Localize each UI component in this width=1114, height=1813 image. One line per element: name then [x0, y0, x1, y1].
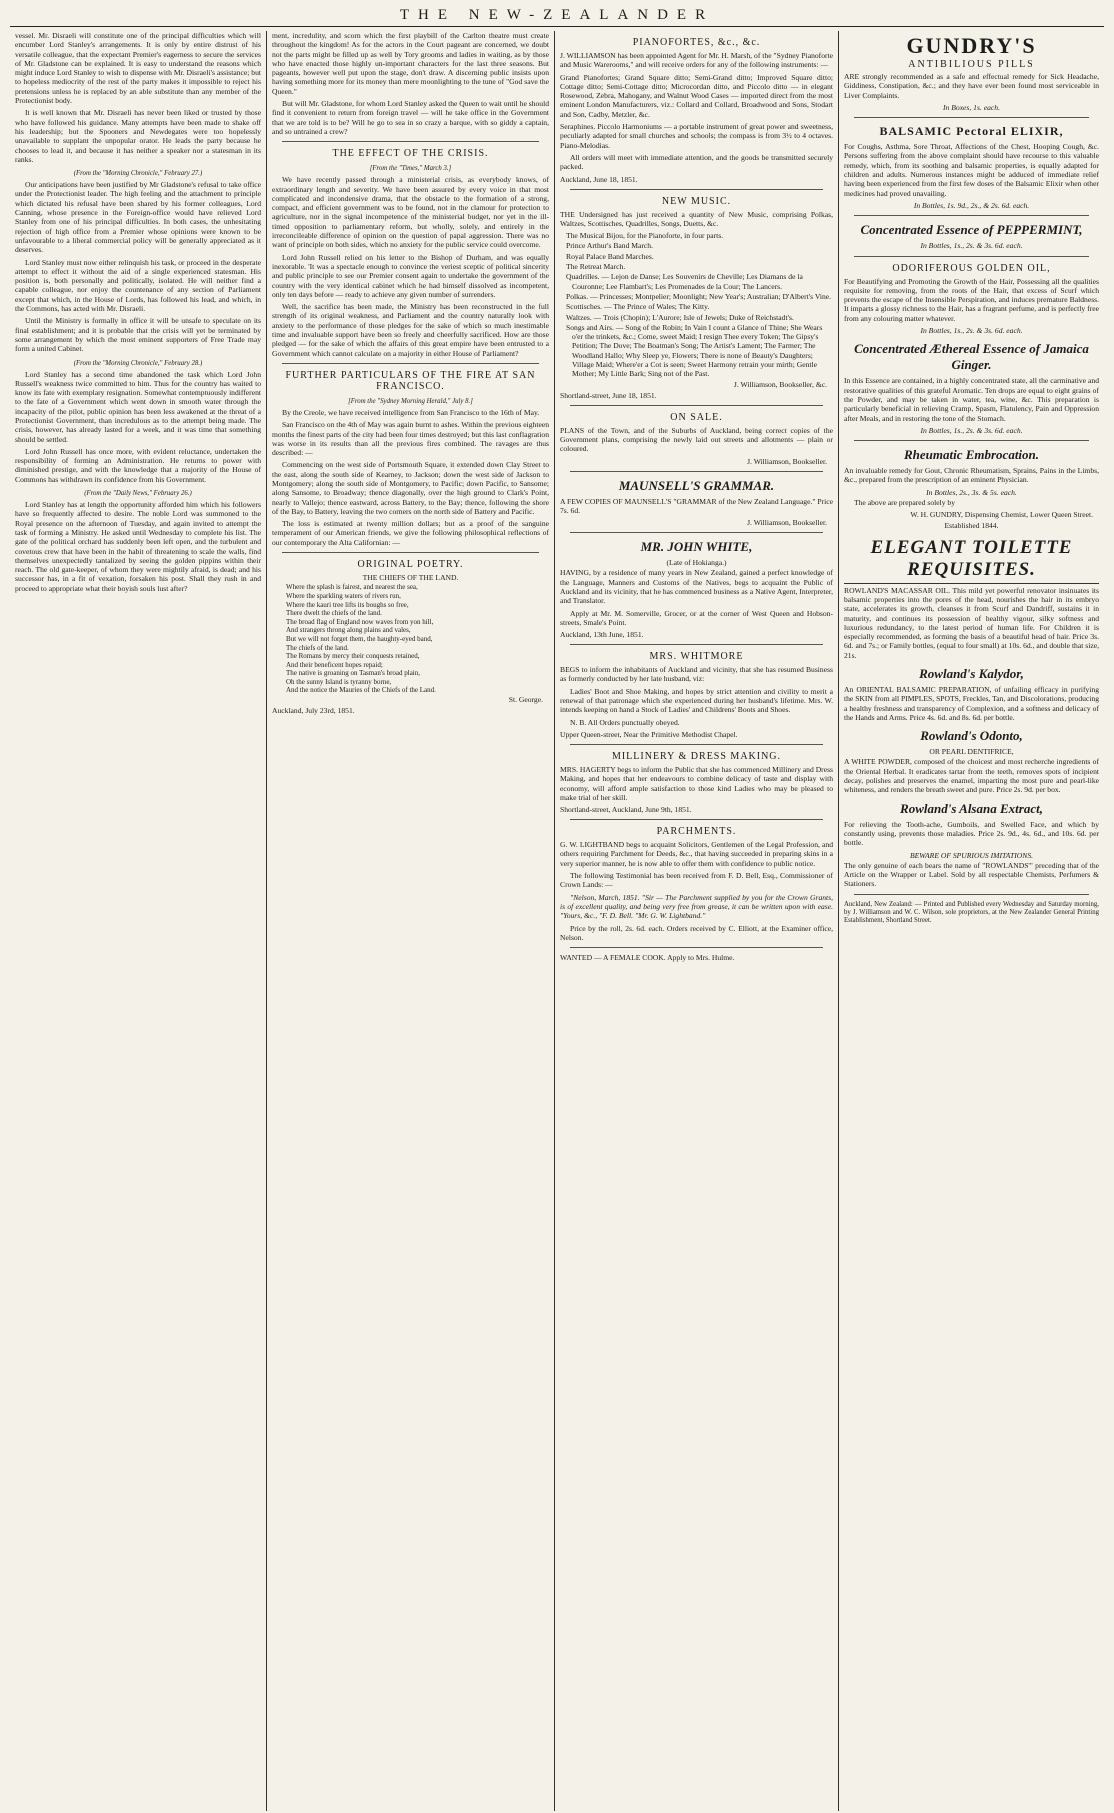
price: In Bottles, 1s., 2s. & 3s. 6d. each.	[920, 326, 1023, 336]
list-item: Royal Palace Band Marches.	[566, 251, 654, 261]
ad-paragraph: THE Undersigned has just received a quantity of New Music, comprising Polkas, Waltzes, Scottisches, Quadrilles, Songs, Duetts, &c.	[560, 209, 833, 228]
divider	[854, 215, 1089, 216]
ad-heading-toilette: ELEGANT TOILETTE REQUISITES.	[844, 537, 1099, 584]
ad-heading-ginger: Concentrated Æthereal Essence of Jamaica Ginger.	[854, 341, 1089, 373]
price: In Bottles, 1s., 2s. & 3s. 6d. each.	[920, 241, 1023, 251]
poem-line: Where the kauri tree lifts its boughs so free,	[286, 600, 409, 609]
poem-line: Where the splash is fairest, and nearest the sea,	[286, 583, 418, 592]
ad-paragraph: BEGS to inform the inhabitants of Auckland and vicinity, that she has resumed Business as formerly conducted by her late husband, viz:	[560, 665, 833, 684]
ad-heading-kalydor: Rowland's Kalydor,	[919, 665, 1024, 681]
list-item: Polkas. — Princesses; Montpelier; Moonlight; New Year's; Australian; D'Albert's Vine.	[566, 291, 832, 301]
columns	[10, 31, 1104, 1811]
poem-line: And the notice the Mauries of the Chiefs of the Land.	[286, 686, 436, 695]
ad-signature: J. Williamson, Bookseller, &c.	[733, 379, 827, 389]
ad-subheading: (Late of Hokianga.)	[666, 558, 727, 568]
established: Established 1844.	[944, 521, 999, 531]
ad-date: Shortland-street, June 18, 1851.	[560, 390, 657, 400]
ad-paragraph: Price by the roll, 2s. 6d. each. Orders received by C. Elliott, at the Examiner office, Nelson.	[560, 923, 833, 942]
article-paragraph: It is well known that Mr. Disraeli has never been liked or trusted by those who have followed his guidance. Many attempts have been made to shake off his leadership; but the Spooners and Newdegates were too hopelessly unavailable to supplant the unpopular orator. He leads the party because he chooses to lead it, and because it has neither a speaker nor a statesman in its ranks.	[15, 108, 261, 164]
divider	[854, 117, 1089, 118]
poem-line: Where the sparkling waters of rivers run,	[286, 591, 401, 600]
article-heading: THE EFFECT OF THE CRISIS.	[332, 148, 489, 160]
ad-heading-golden-oil: ODORIFEROUS GOLDEN OIL,	[892, 262, 1051, 274]
ad-paragraph: MRS. HAGERTY begs to inform the Public that she has commenced Millinery and Dress Making, and hopes that her endeavours to combine delicacy of taste and display with economy, will afford ample satisfaction to those kind Ladies who may be pleased to make trial of her skill.	[560, 764, 833, 802]
ad-paragraph: The only genuine of each bears the name of "ROWLANDS'" preceding that of the Article on the Wrapper or Label. Sold by all respectable Chemists, Perfumers & Stationers.	[844, 860, 1099, 889]
article-paragraph: But will Mr. Gladstone, for whom Lord Stanley asked the Queen to wait until he should find it convenient to return from foreign travel — will he take office in the Government that we are told is to be? Will he go to sea in so crazy a barque, with so giddy a captain, and so untrained a crew?	[272, 99, 549, 136]
article-paragraph: vessel. Mr. Disraeli will constitute one of the principal difficulties which will encumber Lord Stanley's arrangements. It is only by entire distrust of his versatile colleague, that the expectant Premier's eagerness to secure the services of Mr. Gladstone can be explained. It is easy to understand the reasons which might induce Lord Stanley to wish to dispense with Mr. Disraeli's assistance; but to hopeless mediocrity of the rest of the party makes it impossible to reject his pretensions unless he is replaced by an able substitute than any member of the Protectionist body.	[15, 31, 261, 106]
source-note: (From the "Morning Chronicle," February 28.)	[73, 359, 203, 367]
masthead-rule	[10, 26, 1104, 27]
article-paragraph: Lord Stanley has a second time abandoned the task which Lord John Russell's weakness twice committed to him. Thus for the country has waited to know its fate with exemplary resignation. Somewhat contemptuously indifferent to the fate of a Government which went down in smooth water through the incapacity of the pilot, public opinion has been less awakened at the threat of a Protectionist Government, than incredulous as to the attempt being made. The crisis, however, has already lasted for a week, and it was time that something should be settled.	[15, 369, 261, 444]
article-paragraph: Lord Stanley has at length the opportunity afforded him which his followers have so frequently affected to desire. The noble Lord was summoned to the Royal presence on the afternoon of Tuesday, and again invited to attempt the task of forming a Ministry. He asked until Wednesday to complete his list. The gate of the political orchard has suddenly been left open, and the turbulent and covetous crew that have been in the habit of threatening to scale the walls, find themselves unexpectedly tantalized by seeing the golden pippins within their reach. The old gate-keeper, of whom they were mightily afraid, is dead; and his successor has, in a fit of vexation, forsaken his post. Shall they rush in and proceed to appropriate what their boyish souls lust after?	[15, 500, 261, 593]
list-item: The Retreat March.	[566, 262, 626, 272]
article-paragraph: San Francisco on the 4th of May was again burnt to ashes. Within the previous eighteen months the finest parts of the city had been four times destroyed; but this last conflagration was worse in its results than all the previous fires combined. The ravages are thus described: —	[272, 420, 549, 458]
ad-signature: W. H. GUNDRY, Dispensing Chemist, Lower Queen Street.	[910, 510, 1093, 520]
ad-heading-new-music: NEW MUSIC.	[661, 195, 732, 207]
ad-paragraph: For Coughs, Asthma, Sore Throat, Affections of the Chest, Hooping Cough, &c. Persons suffering from the above complaint should have recourse to this valuable remedy, which, from its soothing and balsamic properties, is equally adapted for children and adults. Numerous instances might be adduced of immediate relief having been experienced from the first few doses of the Balsamic Elixir when other medicines had proved unavailing.	[844, 142, 1099, 198]
ad-heading-odonto: Rowland's Odonto,	[920, 728, 1023, 744]
divider	[570, 644, 823, 645]
ad-heading-millinery: MILLINERY & DRESS MAKING.	[611, 750, 782, 762]
divider	[282, 141, 539, 142]
ad-paragraph: ROWLAND'S MACASSAR OIL. This mild yet powerful renovator insinuates its balsamic properties into the pores of the head, nourishes the hair in its embryo state, accelerates its growth, cleanses it from Scurf and Dandriff, sustains it in maturity, and continues its possession of healthy vigour, silky softness and luxurious redundancy, to the latest period of human life. For Children it is especially recommended, as forming the basis of a beautiful head of hair. Price 3s. 6d. and 7s.; or Family bottles, (equal to four small) at 10s. 6d., and double that size, 21s.	[844, 585, 1099, 660]
divider	[854, 256, 1089, 257]
ad-signature: J. Williamson, Bookseller.	[747, 456, 827, 466]
source-note: [From the "Sydney Morning Herald," July 8.]	[348, 397, 473, 405]
poem-body	[272, 583, 549, 695]
divider	[570, 532, 823, 533]
ad-heading-parchments: PARCHMENTS.	[656, 826, 737, 838]
article-heading: FURTHER PARTICULARS OF THE FIRE AT SAN FRANCISCO.	[285, 369, 536, 392]
ad-heading-grammar: MAUNSELL'S GRAMMAR.	[618, 477, 775, 493]
article-paragraph: Our anticipations have been justified by Mr Gladstone's refusal to take office under the Protectionist leader. The high feeling and the attachment to principle which dictated his refusal have been shared by his former colleagues, Lord Canning, whose presence in the Foreign-office would have relieved Lord Stanley from one of his principal difficulties. In both cases, the unhesitating rejection of high office from a Premier whose opinions were known to be unfavourable to a liberal commercial policy will be generally appreciated as it deserves.	[15, 180, 261, 255]
article-paragraph: Commencing on the west side of Portsmouth Square, it extended down Clay Street to the east, along the south side of Kearney, to Jackson; down the west side of Jackson to Montgomery; along the south side of Montgomery, to Pacific; down Pacific, to Sansome; along Sansome, to Broadway; thence diagonally, over the high ground to Clark's Point, nearly to Vallejo; thence eastward, across Battery, to the Bay; thence, following the shore of the Bay, to Battery, leaving the two corners on the north side of Battery and Pacific.	[272, 460, 549, 516]
ad-heading-alsana: Rowland's Alsana Extract,	[900, 800, 1043, 816]
ad-date: Upper Queen-street, Near the Primitive Methodist Chapel.	[560, 729, 738, 739]
ad-paragraph: G. W. LIGHTBAND begs to acquaint Solicitors, Gentlemen of the Legal Profession, and others requiring Parchment for Deeds, &c., that having succeeded in preparing skins in a very superior manner, he is now able to offer them with confidence to public notice.	[560, 840, 833, 868]
column-3	[554, 31, 838, 1811]
ad-paragraph: Grand Pianofortes; Grand Square ditto; Semi-Grand ditto; Improved Square ditto; Cottage ditto; Semi-Cottage ditto; Microcordan ditto, and Piccolo ditto — in elegant Rosewood, Zebra, Mahogany, and Walnut Wood Cases — imported direct from the most eminent London Manufacturers, viz.: Collard and Collard, Broadwood and Sons, Stodart and Son, Cadby, Metzler, &c.	[560, 72, 833, 119]
ad-paragraph: An ORIENTAL BALSAMIC PREPARATION, of unfailing efficacy in purifying the SKIN from all PIMPLES, SPOTS, Freckles, Tan, and Discolorations, producing a healthy freshness and transparency of Complexion, and a softness and delicacy of the Hands and Arms. Price 4s. 6d. and 8s. 6d. per bottle.	[844, 684, 1099, 722]
poem-line: And strangers throng along plains and vales,	[286, 626, 411, 635]
imprint-footer: Auckland, New Zealand: — Printed and Published every Wednesday and Saturday morning, by J. Williamson and W. C. Wilson, sole proprietors, at the New Zealander General Printing Establishment, Shortland Street.	[844, 900, 1099, 924]
ad-paragraph: For relieving the Tooth-ache, Gumboils, and Swelled Face, and which by constantly using, prevents those maladies. Price 2s. 9d., 4s. 6d., and 10s. 6d. per bottle.	[844, 819, 1099, 848]
price: In Bottles, 2s., 3s. & 5s. each.	[926, 487, 1017, 497]
article-paragraph: Lord John Russell relied on his letter to the Bishop of Durham, and was equally inexorable. 'It was a spectacle enough to convince the veriest sceptic of political sincerity and public principle to see our Premier consent again to undertake the government of the country with the very identical cabinet which he had himself dissolved as incompetent, only ten days before — ready to achieve any given number of surrenders.	[272, 252, 549, 299]
poem-date: Auckland, July 23rd, 1851.	[272, 706, 355, 716]
ad-heading-whitmore: MRS. WHITMORE	[649, 651, 744, 663]
ad-paragraph: A FEW COPIES OF MAUNSELL'S "GRAMMAR of the New Zealand Language." Price 7s. 6d.	[560, 496, 833, 515]
list-item: Scottisches. — The Prince of Wales; The Kitty.	[566, 302, 710, 312]
poem-line: And their beneficent hopes repaid;	[286, 660, 383, 669]
article-paragraph: By the Creole, we have received intelligence from San Francisco to the 16th of May.	[282, 407, 540, 417]
ad-signature: J. Williamson, Bookseller.	[747, 518, 827, 528]
divider	[570, 471, 823, 472]
column-4	[838, 31, 1104, 1811]
column-2	[266, 31, 554, 1811]
ad-paragraph: J. WILLIAMSON has been appointed Agent for Mr. H. Marsh, of the "Sydney Pianoforte and Music Warerooms," and will receive orders for any of the following instruments: —	[560, 51, 833, 70]
source-note: [From the "Times," March 3.]	[369, 165, 452, 173]
divider	[570, 947, 823, 948]
article-paragraph: The loss is estimated at twenty million dollars; but as a proof of the sanguine temperament of our American friends, we give the following philosophical reflections of our contemporary the Alta Californian: —	[272, 519, 549, 547]
ad-paragraph: In this Essence are contained, in a highly concentrated state, all the carminative and restorative qualities of this grateful Aromatic. Ten drops are equal to eight grains of the Powder, and may be taken in water, tea, wine, &c. This preparation is particularly beneficial in relieving Cramp, Spasm, Flatulency, Pain and Oppression after Meals, and in restoring the tone of the Stomach.	[844, 376, 1099, 423]
ad-heading-elixir: BALSAMIC Pectoral ELIXIR,	[879, 124, 1064, 139]
article-paragraph: Lord Stanley must now either relinquish his task, or proceed in the desperate attempt to effect it without the aid of a single experienced statesman. His position is, both personally and politically, isolated. He will neither find a capable colleague, nor enjoy the countenance of any section of Parliament except that which, in the House of Lords, has followed his lead, and which, in the Commons, has acted with Mr. Disraeli.	[15, 257, 261, 314]
ad-date: Shortland-street, Auckland, June 9th, 1851.	[560, 805, 692, 815]
divider	[570, 405, 823, 406]
list-item: Quadrilles. — Lejon de Danse; Les Souvenirs de Cheville; Les Diamans de la Couronne; Lee Flambart's; Les Promenades de la Cour; The Lancers.	[566, 272, 803, 291]
source-note: (From the "Daily News," February 26.)	[84, 490, 192, 498]
divider	[570, 819, 823, 820]
price: In Boxes, 1s. each.	[943, 102, 1000, 112]
ad-paragraph: The above are prepared solely by	[854, 498, 955, 508]
ad-paragraph: HAVING, by a residence of many years in New Zealand, gained a perfect knowledge of the Language, Manners and Customs of the Natives, begs to acquaint the Public of Auckland and its vicinity, that he has commenced business as a Native Agent, Interpreter, and Translator.	[560, 568, 833, 606]
ad-date: Auckland, June 18, 1851.	[560, 174, 638, 184]
article-paragraph: Lord John Russell has once more, with evident reluctance, undertaken the responsibility of forming an Administration. He returns to power with diminished prestige, and with the knowledge that a majority of the House of Commons has withdrawn its confidence from his Government.	[15, 446, 261, 484]
article-paragraph: Well, the sacrifice has been made, the Ministry has been reconstructed in the full strength of its original weakness, and Parliament and the country naturally look with anxiety to the performance of those pledges for the sake of which so much inestimable time and invaluable support have been so freely and cheerfully sacrificed. How are those pledged — for the sake of which the affairs of this great empire have been entrusted to a Government which cannot calculate on a majority in either House of Parliament?	[272, 302, 549, 358]
ad-wanted-cook: WANTED — A FEMALE COOK. Apply to Mrs. Hulme.	[560, 953, 735, 963]
divider	[282, 552, 539, 553]
ad-paragraph: Ladies' Boot and Shoe Making, and hopes by strict attention and civility to merit a renewal of that patronage which she experienced during her husband's lifetime. Mrs. W. intends keeping on hand a Stock of Ladies' and Childrens' Boots and Shoes.	[560, 686, 833, 715]
poem-line: The native is groaning on Tasman's broad plain,	[286, 669, 421, 678]
poem-line: There dwelt the chiefs of the land.	[286, 609, 382, 618]
divider	[570, 189, 823, 190]
divider	[282, 363, 539, 364]
divider	[854, 440, 1089, 441]
list-item: Songs and Airs. — Song of the Robin; In Vain I count a Glance of Thine; She Wears o'er the trinkets, &c.; Come, sweet Maid; I resign Thee every Token; The Gipsy's Petition; The Dove; The Boatman's Song; The Artist's Lament; The Farmer; The Woodland Hallo; Why Sleep ye, Flowers; There is none of Beauty's Daughters; Village Maid; Where'er a Cot is seen; Sweet Harmony retrain your mirth; Gentle Mother; My Little Bark; Sing not of the Past.	[566, 322, 823, 379]
poem-signature: St. George.	[508, 695, 543, 705]
ad-heading-peppermint: Concentrated Essence of PEPPERMINT,	[860, 222, 1083, 238]
poem-line: Oh the sunny Island is tyranny borne,	[286, 677, 392, 686]
warning-heading: BEWARE OF SPURIOUS IMITATIONS.	[909, 850, 1034, 860]
masthead: THE NEW-ZEALANDER	[399, 7, 715, 23]
price: In Bottles, 1s., 2s. & 3s. 6d. each.	[920, 425, 1023, 435]
ad-paragraph: The following Testimonial has been received from F. D. Bell, Esq., Commissioner of Crown Lands: —	[560, 871, 833, 890]
ad-paragraph: For Beautifying and Promoting the Growth of the Hair, Possessing all the qualities requisite for removing, from the roots of the Hair, that excess of Scurf which prevents the escape of the Insensible Perspiration, and induces premature Baldness. It imparts a glossy richness to the Hair, has a fragrant perfume, and is perfectly free from any colouring matter whatever.	[844, 276, 1099, 323]
ad-heading-on-sale: ON SALE.	[670, 411, 723, 423]
ad-heading-embrocation: Rheumatic Embrocation.	[903, 447, 1040, 463]
poem-line: The broad flag of England now waves from yon hill,	[286, 617, 434, 626]
poem-title: THE CHIEFS OF THE LAND.	[362, 573, 459, 583]
list-item: Waltzes. — Trois (Chopin); L'Aurore; Isle of Jewels; Duke of Reichstadt's.	[566, 312, 794, 322]
ad-heading-gundrys: GUNDRY'S	[906, 33, 1037, 58]
ad-heading-pianofortes: PIANOFORTES, &c., &c.	[632, 37, 761, 48]
ad-heading-john-white: MR. JOHN WHITE,	[640, 539, 753, 555]
poetry-heading: ORIGINAL POETRY.	[357, 559, 464, 571]
ad-paragraph: ARE strongly recommended as a safe and effectual remedy for Sick Headache, Giddiness, Constipation, &c.; and they have ever been found most serviceable in Liver Complaints.	[844, 72, 1099, 100]
ad-paragraph: All orders will meet with immediate attention, and the goods be transmitted securely packed.	[560, 152, 833, 172]
ad-subheading: OR PEARL DENTIFRICE,	[929, 747, 1014, 757]
ad-subheading: ANTIBILIOUS PILLS	[908, 59, 1035, 70]
divider	[854, 894, 1089, 895]
poem-line: But we will not forget them, the haughty-eyed band,	[286, 634, 433, 643]
price: In Bottles, 1s. 9d., 2s., & 2s. 6d. each.	[913, 200, 1030, 210]
ad-date: Auckland, 13th June, 1851.	[560, 630, 644, 640]
list-item: Prince Arthur's Band March.	[566, 241, 653, 251]
ad-paragraph: PLANS of the Town, and of the Suburbs of Auckland, being correct copies of the Government plans, comprising the newly laid out streets and allotments — plain or coloured.	[560, 425, 833, 454]
testimonial: "Nelson, March, 1851. "Sir — The Parchment supplied by you for the Crown Grants, is of excellent quality, and being very free from grease, it can be written upon with ease. "Yours, &c., "F. D. Bell. "Mr. G. W. Lightband."	[560, 892, 833, 921]
ad-paragraph: Apply at Mr. M. Somerville, Grocer, or at the corner of West Queen and Hobson-streets, Smale's Point.	[560, 608, 833, 627]
ad-paragraph: N. B. All Orders punctually obeyed.	[570, 717, 680, 727]
column-1	[10, 31, 266, 1811]
ad-paragraph: Seraphines. Piccolo Harmoniums — a portable instrument of great power and sweetness, peculiarly adapted for small churches and schools; the compass is from 3½ to 4 octaves. Piano-Melodias.	[560, 122, 833, 150]
ad-paragraph: A WHITE POWDER, composed of the choicest and most recherche ingredients of the Oriental Herbal. It eradicates tartar from the teeth, removes spots of incipient decay, polishes and preserves the enamel, imparting the most pure and pearl-like whiteness, and renders the breath sweet and pure. Price 2s. 9d. per box.	[844, 757, 1099, 795]
list-item: The Musical Bijou, for the Pianoforte, in four parts.	[566, 231, 724, 241]
poem-line: The chiefs of the land.	[286, 643, 349, 652]
divider	[570, 744, 823, 745]
source-note: (From the "Morning Chronicle," February 27.)	[73, 170, 203, 178]
article-paragraph: ment, incredulity, and scorn which the first playbill of the Carlton theatre must create throughout the kingdom! As for the actors in the Court pageant are concerned, we doubt not the parts might be filled up as well by Tory grooms and ladies in waiting, as by those who have enacted those highly un-important characters for the last three seasons. But pageants, however well put upon the stage, don't draw. A discerning public insists upon having something more for its money than mere moonlighting to the tune of "God save the Queen."	[272, 31, 549, 96]
poem-line: The Romans by mercy their conquests retained,	[286, 652, 420, 661]
article-paragraph: Until the Ministry is formally in office it will be unsafe to speculate on its final establishment; and it is probable that the crisis will yet be terminated by some arrangement by which the most eminent supporters of Free Trade may form a united Cabinet.	[15, 316, 261, 354]
ad-paragraph: An invaluable remedy for Gout, Chronic Rheumatism, Sprains, Pains in the Limbs, &c., prepared from the prescription of an eminent Physician.	[844, 466, 1099, 485]
article-paragraph: We have recently passed through a ministerial crisis, as everybody knows, of extraordinary length and severity. We have been assured by every voice in that most complicated and incondensive drama, that the obstacle to the formation of a strong, compact, and efficient government was to be found, not in the clamour for protection to agriculture, nor in the signal incompetence of the ministerial budget, nor yet in the ill-timed opposition to parliamentary reform, but wholly, solely, and entirely in the irreconcileable difference of opinion on the question of papal aggression. There was no want of principle on both sides, which no anxiety for the public service could overcome.	[272, 175, 549, 250]
